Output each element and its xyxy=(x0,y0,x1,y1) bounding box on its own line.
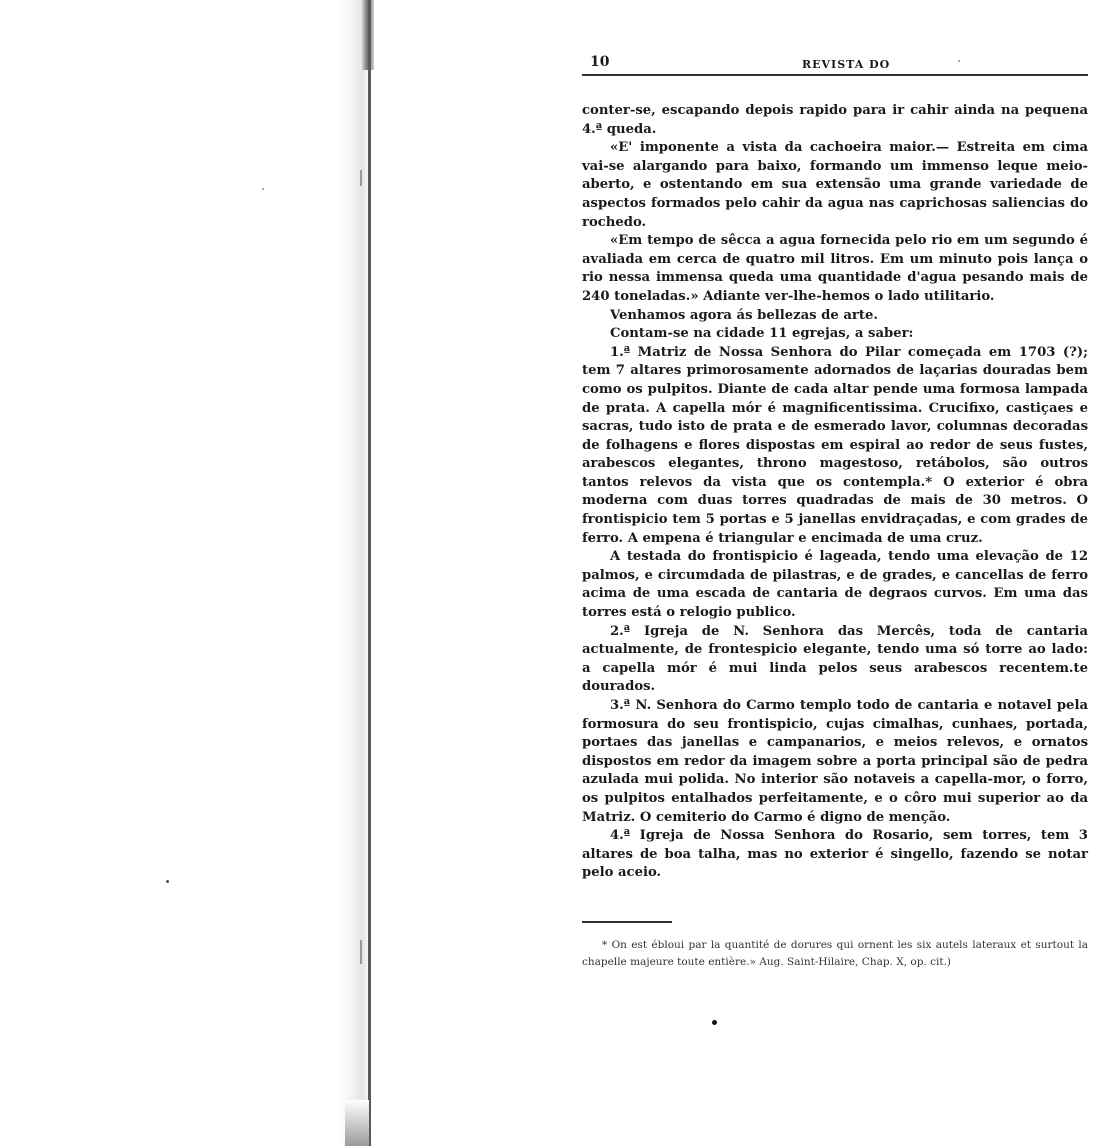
body-paragraph: Contam-se na cidade 11 egrejas, a saber: xyxy=(610,326,914,342)
running-head: REVISTA DO xyxy=(802,58,891,71)
body-paragraph: 4.ª Igreja de Nossa Senhora do Rosario, sem torres, tem 3 altares de boa talha, mas no exterior é singello, fazendo se notar pelo aceio. xyxy=(582,828,1088,881)
body-paragraph: A testada do frontispicio é lageada, tendo uma elevação de 12 palmos, e circumdada de pilastras, e de grades, e cancellas de ferro acima de uma escada de cantaria de degraos curvos. Em uma das torres está o relogio publico. xyxy=(582,549,1088,621)
body-paragraph: Venhamos agora ás bellezas de arte. xyxy=(610,307,878,323)
gutter-tick xyxy=(360,940,362,964)
book-spine-line xyxy=(368,0,371,1146)
gutter-binding-mark-bottom xyxy=(345,1100,369,1146)
body-paragraph: conter-se, escapando depois rapido para ir cahir ainda na pequena 4.ª queda. xyxy=(582,103,1088,137)
right-page xyxy=(582,48,1088,971)
footnote-rule xyxy=(582,921,672,923)
scan-speck xyxy=(166,880,169,883)
book-gutter-shadow xyxy=(340,0,370,1146)
page-number: 10 xyxy=(590,54,610,70)
gutter-tick xyxy=(360,170,362,186)
body-paragraph: 2.ª Igreja de N. Senhora das Mercês, toda de cantaria actualmente, de frontespicio elegante, tendo uma só torre ao lado: a capella mór é mui linda pelos seus arabescos recentem.te dourados. xyxy=(582,623,1088,695)
body-text xyxy=(582,102,1088,883)
scan-speck xyxy=(262,188,264,190)
body-paragraph: 1.ª Matriz de Nossa Senhora do Pilar começada em 1703 (?); tem 7 altares primorosamente adornados de laçarias douradas bem como os pulpitos. Diante de cada altar pende uma formosa lampada de prata. A capella mór é magnificentissima. Crucifixo, castiçaes e sacras, tudo isto de prata e de esmerado lavor, columnas decoradas de folhagens e flores dispostas em espiral ao redor de seus fustes, arabescos elegantes, throno magestoso, retábolos, são outros tantos relevos da vista que os contempla.* O exterior é obra moderna com duas torres quadradas de mais de 30 metros. O frontispicio tem 5 portas e 5 janellas envidraçadas, e com grades de ferro. A empena é triangular e encimada de uma cruz. xyxy=(582,344,1088,546)
scan-speck xyxy=(712,1020,717,1025)
body-paragraph: «Em tempo de sêcca a agua fornecida pelo rio em um segundo é avaliada em cerca de quatro mil litros. Em um minuto pois lança o rio nessa immensa queda uma quantidade d'agua pesando mais de 240 toneladas.» Adiante ver-lhe-hemos o lado utilitario. xyxy=(582,233,1088,304)
body-paragraph: 3.ª N. Senhora do Carmo templo todo de cantaria e notavel pela formosura do seu frontispicio, cujas cimalhas, cunhaes, portada, portaes das janellas e campanarios, e meios relevos, e ornatos dispostos em redor da imagem sobre a porta principal são de pedra azulada mui polida. No interior são notaveis a capella-mor, o forro, os pulpitos entalhados perfeitamente, e o côro mui superior ao da Matriz. O cemiterio do Carmo é digno de menção. xyxy=(582,698,1088,825)
footnote: * On est ébloui par la quantité de dorures qui ornent les six autels lateraux et surtout la chapelle majeure toute entière.» Aug. Saint-Hilaire, Chap. X, op. cit.) xyxy=(582,938,1088,968)
page-header xyxy=(582,48,1088,76)
body-paragraph: «E' imponente a vista da cachoeira maior.— Estreita em cima vai-se alargando para baixo, formando um immenso leque meio-aberto, e ostentando em sua extensão uma grande variedade de aspectos formados pelo cahir da agua nas caprichosas saliencias do rochedo. xyxy=(582,140,1088,230)
